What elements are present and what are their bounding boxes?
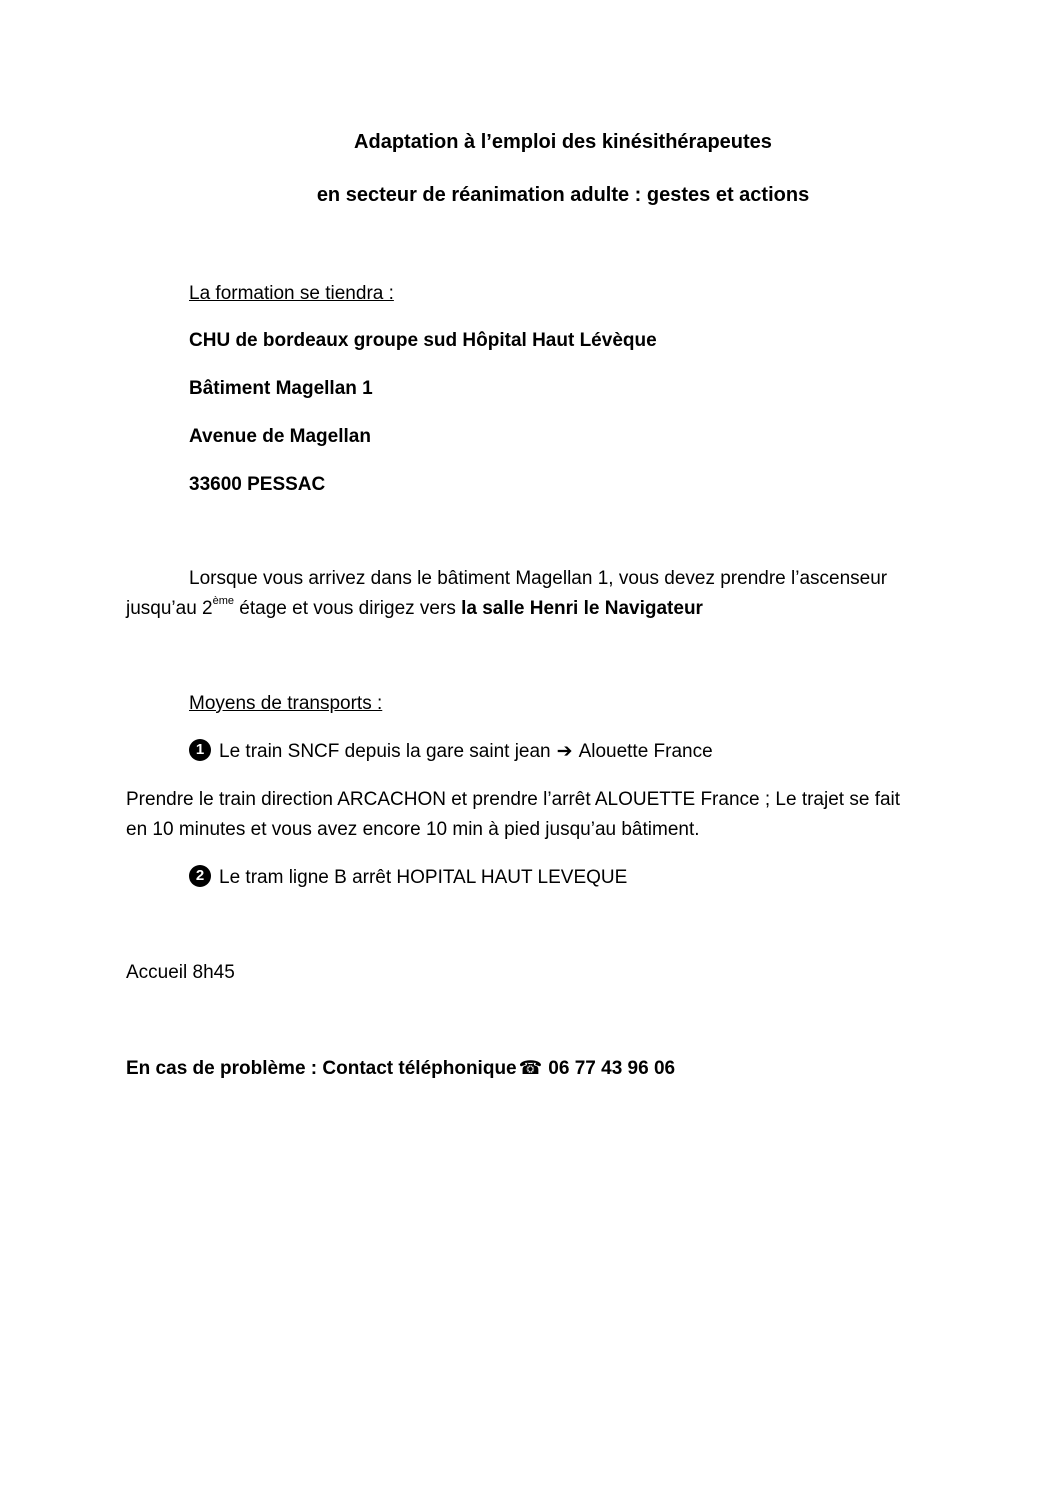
address-line-4: 33600 PESSAC bbox=[189, 474, 326, 495]
directions-line-2 bbox=[126, 597, 703, 621]
title-line-2: en secteur de réanimation adulte : gestes et actions bbox=[316, 184, 810, 206]
address-line-3: Avenue de Magellan bbox=[189, 426, 371, 447]
number-two-icon: 2 bbox=[189, 865, 211, 887]
option-1-detail-line-2: en 10 minutes et vous avez encore 10 min à pied jusqu’au bâtiment. bbox=[126, 819, 700, 840]
contact-line bbox=[126, 1057, 675, 1081]
contact-label: En cas de problème : Contact téléphonique bbox=[126, 1058, 517, 1079]
number-one-icon: 1 bbox=[189, 739, 211, 761]
title-line-1: Adaptation à l’emploi des kinésithérapeutes bbox=[354, 131, 772, 153]
option-1-destination: Alouette France bbox=[578, 741, 713, 762]
option-2-text: Le tram ligne B arrêt HOPITAL HAUT LEVEQUE bbox=[219, 867, 628, 888]
arrow-right-icon: ➔ bbox=[556, 741, 573, 762]
directions-text-mid: étage et vous dirigez vers bbox=[234, 598, 462, 619]
transport-heading: Moyens de transports : bbox=[189, 693, 383, 714]
address-line-2: Bâtiment Magellan 1 bbox=[189, 378, 373, 399]
directions-text: jusqu’au 2 bbox=[126, 598, 213, 619]
directions-line-1: Lorsque vous arrivez dans le bâtiment Magellan 1, vous devez prendre l’ascenseur bbox=[189, 568, 888, 589]
transport-option-2 bbox=[189, 866, 627, 890]
floor-superscript: ème bbox=[212, 595, 235, 607]
room-name: la salle Henri le Navigateur bbox=[461, 598, 703, 619]
address-line-1: CHU de bordeaux groupe sud Hôpital Haut Lévèque bbox=[189, 330, 657, 351]
option-1-text: Le train SNCF depuis la gare saint jean bbox=[219, 741, 551, 762]
location-heading: La formation se tiendra : bbox=[189, 283, 394, 304]
transport-option-1 bbox=[189, 740, 713, 764]
welcome-time: Accueil 8h45 bbox=[126, 962, 235, 983]
contact-phone-number: 06 77 43 96 06 bbox=[548, 1058, 676, 1079]
option-1-detail-line-1: Prendre le train direction ARCACHON et prendre l’arrêt ALOUETTE France ; Le trajet se fait bbox=[126, 789, 901, 810]
phone-icon: ☎ bbox=[518, 1058, 543, 1079]
